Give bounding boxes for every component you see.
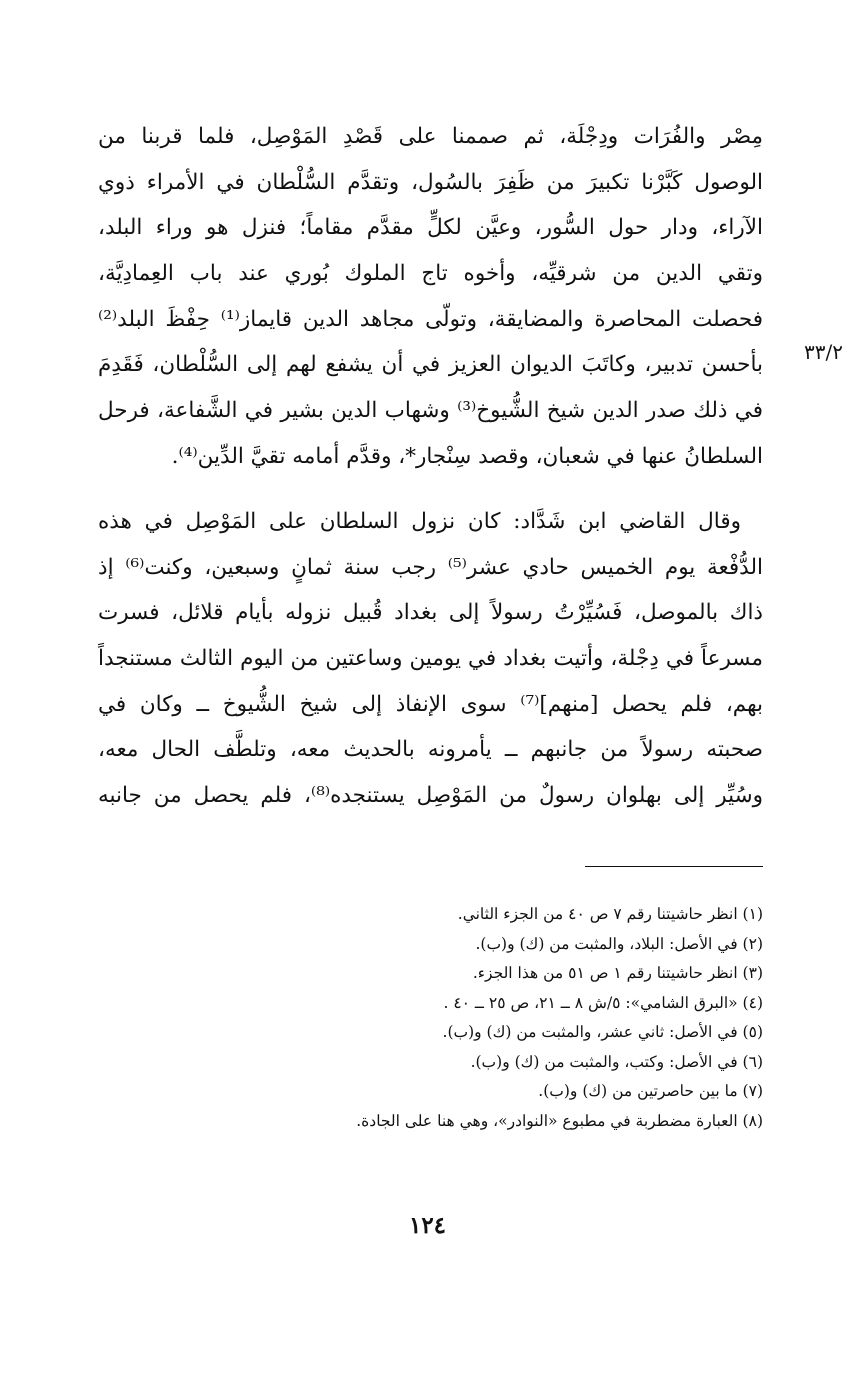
text-line: وتقي الدين من شرقيِّه، وأخوه تاج الملوك بُوري عند باب العِمادِيَّة، bbox=[98, 261, 763, 287]
text-line: مسرعاً في دِجْلة، وأتيت بغداد في يومين وساعتين من اليوم الثالث مستنجداً bbox=[98, 646, 763, 672]
footnote: (٣) انظر حاشيتنا رقم ١ ص ٥١ من هذا الجزء. bbox=[472, 964, 763, 982]
margin-reference: ٣٣/٢ bbox=[804, 340, 843, 364]
text-line: الدُّفْعة يوم الخميس حادي عشر⁽⁵⁾ رجب سنة ثمانٍ وسبعين، وكنت⁽⁶⁾ إذ bbox=[98, 554, 763, 580]
footnote: (٨) العبارة مضطربة في مطبوع «النوادر»، وهي هنا على الجادة. bbox=[356, 1111, 763, 1130]
text-line: الآراء، ودار حول السُّور، وعيَّن لكلٍّ مقدَّم مقاماً؛ فنزل هو وراء البلد، bbox=[98, 215, 763, 241]
text-line: بهم، فلم يحصل [منهم]⁽⁷⁾ سوى الإنفاذ إلى شيخ الشُّيوخ ــ وكان في bbox=[98, 691, 763, 717]
text-line: وقال القاضي ابن شَدَّاد: كان نزول السلطان على المَوْصِل في هذه bbox=[98, 509, 741, 534]
footnote-separator bbox=[585, 866, 763, 867]
footnote: (٦) في الأصل: وكتب، والمثبت من (ك) و(ب). bbox=[470, 1052, 763, 1071]
text-line: الوصول كَبَّرْنا تكبيرَ من ظَفِرَ بالسُول، وتقدَّم السُّلْطان في الأمراء ذوي bbox=[98, 169, 763, 195]
paragraph-2 bbox=[98, 499, 763, 819]
paragraph-1 bbox=[98, 114, 763, 480]
footnote: (٢) في الأصل: البلاد، والمثبت من (ك) و(ب). bbox=[475, 934, 763, 953]
page-number: ١٢٤ bbox=[408, 1212, 447, 1239]
footnotes bbox=[98, 900, 763, 1136]
text-line: مِصْر والفُرَات ودِجْلَة، ثم صممنا على قَصْدِ المَوْصِل، فلما قربنا من bbox=[98, 124, 763, 149]
text-line: وسُيِّر إلى بهلوان رسولٌ من المَوْصِل يستنجده⁽⁸⁾، فلم يحصل من جانبه bbox=[98, 783, 763, 809]
text-line: في ذلك صدر الدين شيخ الشُّيوخ⁽³⁾ وشهاب الدين بشير في الشَّفاعة، فرحل bbox=[98, 398, 763, 424]
footnote: (٧) ما بين حاصرتين من (ك) و(ب). bbox=[538, 1082, 763, 1100]
footnote: (٤) «البرق الشامي»: ٥/ش ٨ ــ ٢١، ص ٢٥ ــ ٤٠ . bbox=[443, 993, 763, 1012]
text-line: ذاك بالموصل، فَسُيِّرْتُ رسولاً إلى بغداد قُبيل نزوله بأيام قلائل، فسرت bbox=[98, 600, 763, 626]
text-line: السلطانُ عنها في شعبان، وقصد سِنْجار*، وقدَّم أمامه تقيَّ الدِّين⁽⁴⁾. bbox=[171, 443, 763, 469]
footnote: (١) انظر حاشيتنا رقم ٧ ص ٤٠ من الجزء الثاني. bbox=[457, 905, 763, 923]
text-line: بأحسن تدبير، وكاتَبَ الديوان العزيز في أن يشفع لهم إلى السُّلْطان، فَقَدِمَ bbox=[98, 352, 763, 378]
footnote: (٥) في الأصل: ثاني عشر، والمثبت من (ك) و(ب). bbox=[442, 1023, 763, 1041]
text-line: صحبته رسولاً من جانبهم ــ يأمرونه بالحديث معه، وتلطَّف الحال معه، bbox=[98, 737, 763, 763]
text-line: فحصلت المحاصرة والمضايقة، وتولّى مجاهد الدين قايماز⁽¹⁾ حِفْظَ البلد⁽²⁾ bbox=[98, 306, 763, 332]
